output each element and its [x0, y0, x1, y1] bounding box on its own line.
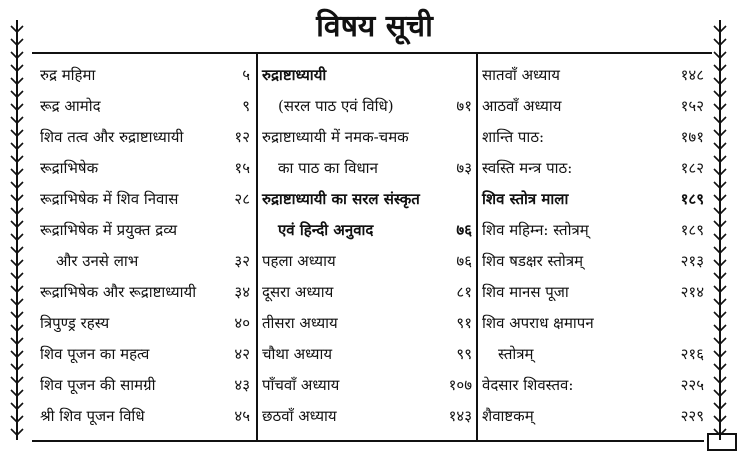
toc-entry	[40, 91, 250, 121]
toc-entry	[262, 339, 472, 369]
toc-entry-title: रुद्राष्टाध्यायी में नमक-चमक	[262, 128, 409, 146]
toc-entry-page: ७३	[456, 159, 472, 177]
toc-entry	[40, 215, 250, 245]
toc-entry	[482, 370, 704, 400]
toc-entry	[482, 91, 704, 121]
toc-entry-page: ७६	[456, 221, 472, 239]
toc-entry	[40, 308, 250, 338]
toc-entry-title: शिव पूजन का महत्व	[40, 345, 150, 363]
toc-entry-page: १४३	[448, 407, 472, 425]
bottom-rule	[32, 440, 704, 442]
toc-entry	[40, 401, 250, 431]
toc-entry	[262, 60, 472, 90]
toc-entry-title: शैवाष्टकम्	[482, 407, 534, 425]
toc-entry-title: सातवाँ अध्याय	[482, 66, 560, 84]
toc-entry	[262, 91, 472, 121]
toc-entry	[40, 246, 250, 276]
toc-entry-page: १८९	[680, 190, 704, 208]
toc-entry	[482, 308, 704, 338]
toc-entry-page: ३४	[234, 283, 250, 301]
toc-entry-title: एवं हिन्दी अनुवाद	[278, 221, 374, 239]
toc-entry-title: रूद्राभिषेक और रूद्राष्टाध्यायी	[40, 283, 197, 301]
toc-entry-title: रूद्र आमोद	[40, 97, 101, 115]
toc-entry-page: ८१	[456, 283, 472, 301]
toc-entry	[40, 277, 250, 307]
toc-entry	[262, 246, 472, 276]
toc-entry	[482, 215, 704, 245]
toc-entry	[40, 60, 250, 90]
toc-entry	[262, 308, 472, 338]
toc-entry-page: ५	[242, 66, 250, 84]
toc-entry-title: तीसरा अध्याय	[262, 314, 338, 332]
toc-entry-title: चौथा अध्याय	[262, 345, 333, 363]
toc-entry-page: २१३	[680, 252, 704, 270]
toc-entry-page: ४२	[234, 345, 250, 363]
toc-entry	[262, 401, 472, 431]
right-decorative-border	[713, 20, 727, 440]
toc-entry-page: २२९	[680, 407, 704, 425]
toc-entry-page: ९९	[456, 345, 472, 363]
toc-entry-page: २१४	[680, 283, 704, 301]
toc-entry-title: शिव षडक्षर स्तोत्रम्	[482, 252, 584, 270]
toc-entry	[262, 215, 472, 245]
toc-entry	[482, 60, 704, 90]
toc-entry-page: ४०	[234, 314, 250, 332]
toc-entry-page: ४५	[234, 407, 250, 425]
toc-entry-page: ४३	[234, 376, 250, 394]
toc-entry-title: रूद्राभिषेक में प्रयुक्त द्रव्य	[40, 221, 178, 239]
toc-entry-title: रुद्राष्टाध्यायी	[262, 66, 327, 84]
toc-entry-page: ९	[242, 97, 250, 115]
toc-entry-title: रूद्राभिषेक	[40, 159, 99, 177]
toc-entry-title: दूसरा अध्याय	[262, 283, 334, 301]
toc-entry-title: स्तोत्रम्	[498, 345, 534, 363]
toc-entry	[482, 184, 704, 214]
toc-entry	[40, 339, 250, 369]
toc-entry-page: ९१	[456, 314, 472, 332]
toc-entry-title: शान्ति पाठ:	[482, 128, 545, 146]
toc-entry-title: शिव पूजन की सामग्री	[40, 376, 156, 394]
toc-entry-title: शिव अपराध क्षमापन	[482, 314, 594, 332]
toc-entry-title: शिव स्तोत्र माला	[482, 190, 569, 208]
toc-entry	[40, 370, 250, 400]
toc-entry-title: रुद्राष्टाध्यायी का सरल संस्कृत	[262, 190, 420, 208]
toc-entry-page: १८९	[680, 221, 704, 239]
toc-entry	[482, 122, 704, 152]
toc-entry-page: २१६	[680, 345, 704, 363]
toc-entry-title: स्वस्ति मन्त्र पाठ:	[482, 159, 573, 177]
column-divider-1	[256, 52, 258, 440]
toc-entry	[482, 153, 704, 183]
toc-entry-title: शिव तत्व और रुद्राष्टाध्यायी	[40, 128, 184, 146]
toc-entry-title: शिव महिम्न: स्तोत्रम्	[482, 221, 589, 239]
toc-entry-title: पाँचवाँ अध्याय	[262, 376, 340, 394]
left-decorative-border	[10, 20, 24, 440]
toc-entry-page: ७१	[456, 97, 472, 115]
toc-entry	[262, 122, 472, 152]
toc-entry	[482, 339, 704, 369]
toc-entry-page: १४८	[680, 66, 704, 84]
toc-entry-title: वेदसार शिवस्तव:	[482, 376, 574, 394]
toc-entry-page: १७१	[680, 128, 704, 146]
toc-entry	[262, 184, 472, 214]
toc-entry-title: पहला अध्याय	[262, 252, 336, 270]
toc-entry-page: १५	[234, 159, 250, 177]
toc-entry	[482, 277, 704, 307]
column-divider-2	[476, 52, 478, 440]
toc-entry-title: (सरल पाठ एवं विधि)	[278, 97, 394, 115]
toc-entry-title: का पाठ का विधान	[278, 159, 378, 177]
toc-entry-page: १०७	[448, 376, 472, 394]
toc-entry	[40, 184, 250, 214]
toc-entry-page: १८२	[680, 159, 704, 177]
toc-entry-title: छठवाँ अध्याय	[262, 407, 337, 425]
toc-entry-title: रूद्राभिषेक में शिव निवास	[40, 190, 179, 208]
toc-entry	[262, 370, 472, 400]
toc-entry-page: ७६	[456, 252, 472, 270]
toc-entry-title: शिव मानस पूजा	[482, 283, 569, 301]
toc-entry-title: और उनसे लाभ	[56, 252, 139, 270]
toc-entry-page: ३२	[234, 252, 250, 270]
page-title: विषय सूची	[316, 9, 433, 44]
toc-entry	[262, 277, 472, 307]
toc-entry-title: रुद्र महिमा	[40, 66, 96, 84]
toc-entry-page: १५२	[680, 97, 704, 115]
top-rule	[32, 52, 712, 54]
toc-entry	[40, 153, 250, 183]
toc-entry-title: श्री शिव पूजन विधि	[40, 407, 145, 425]
toc-entry-page: २८	[234, 190, 250, 208]
toc-entry	[262, 153, 472, 183]
toc-entry-page: २२५	[680, 376, 704, 394]
toc-entry-title: आठवाँ अध्याय	[482, 97, 562, 115]
toc-entry-title: त्रिपुण्ड्र रहस्य	[40, 314, 110, 332]
toc-entry	[482, 246, 704, 276]
corner-box	[707, 433, 737, 451]
toc-entry-page: १२	[234, 128, 250, 146]
toc-entry	[482, 401, 704, 431]
toc-entry	[40, 122, 250, 152]
